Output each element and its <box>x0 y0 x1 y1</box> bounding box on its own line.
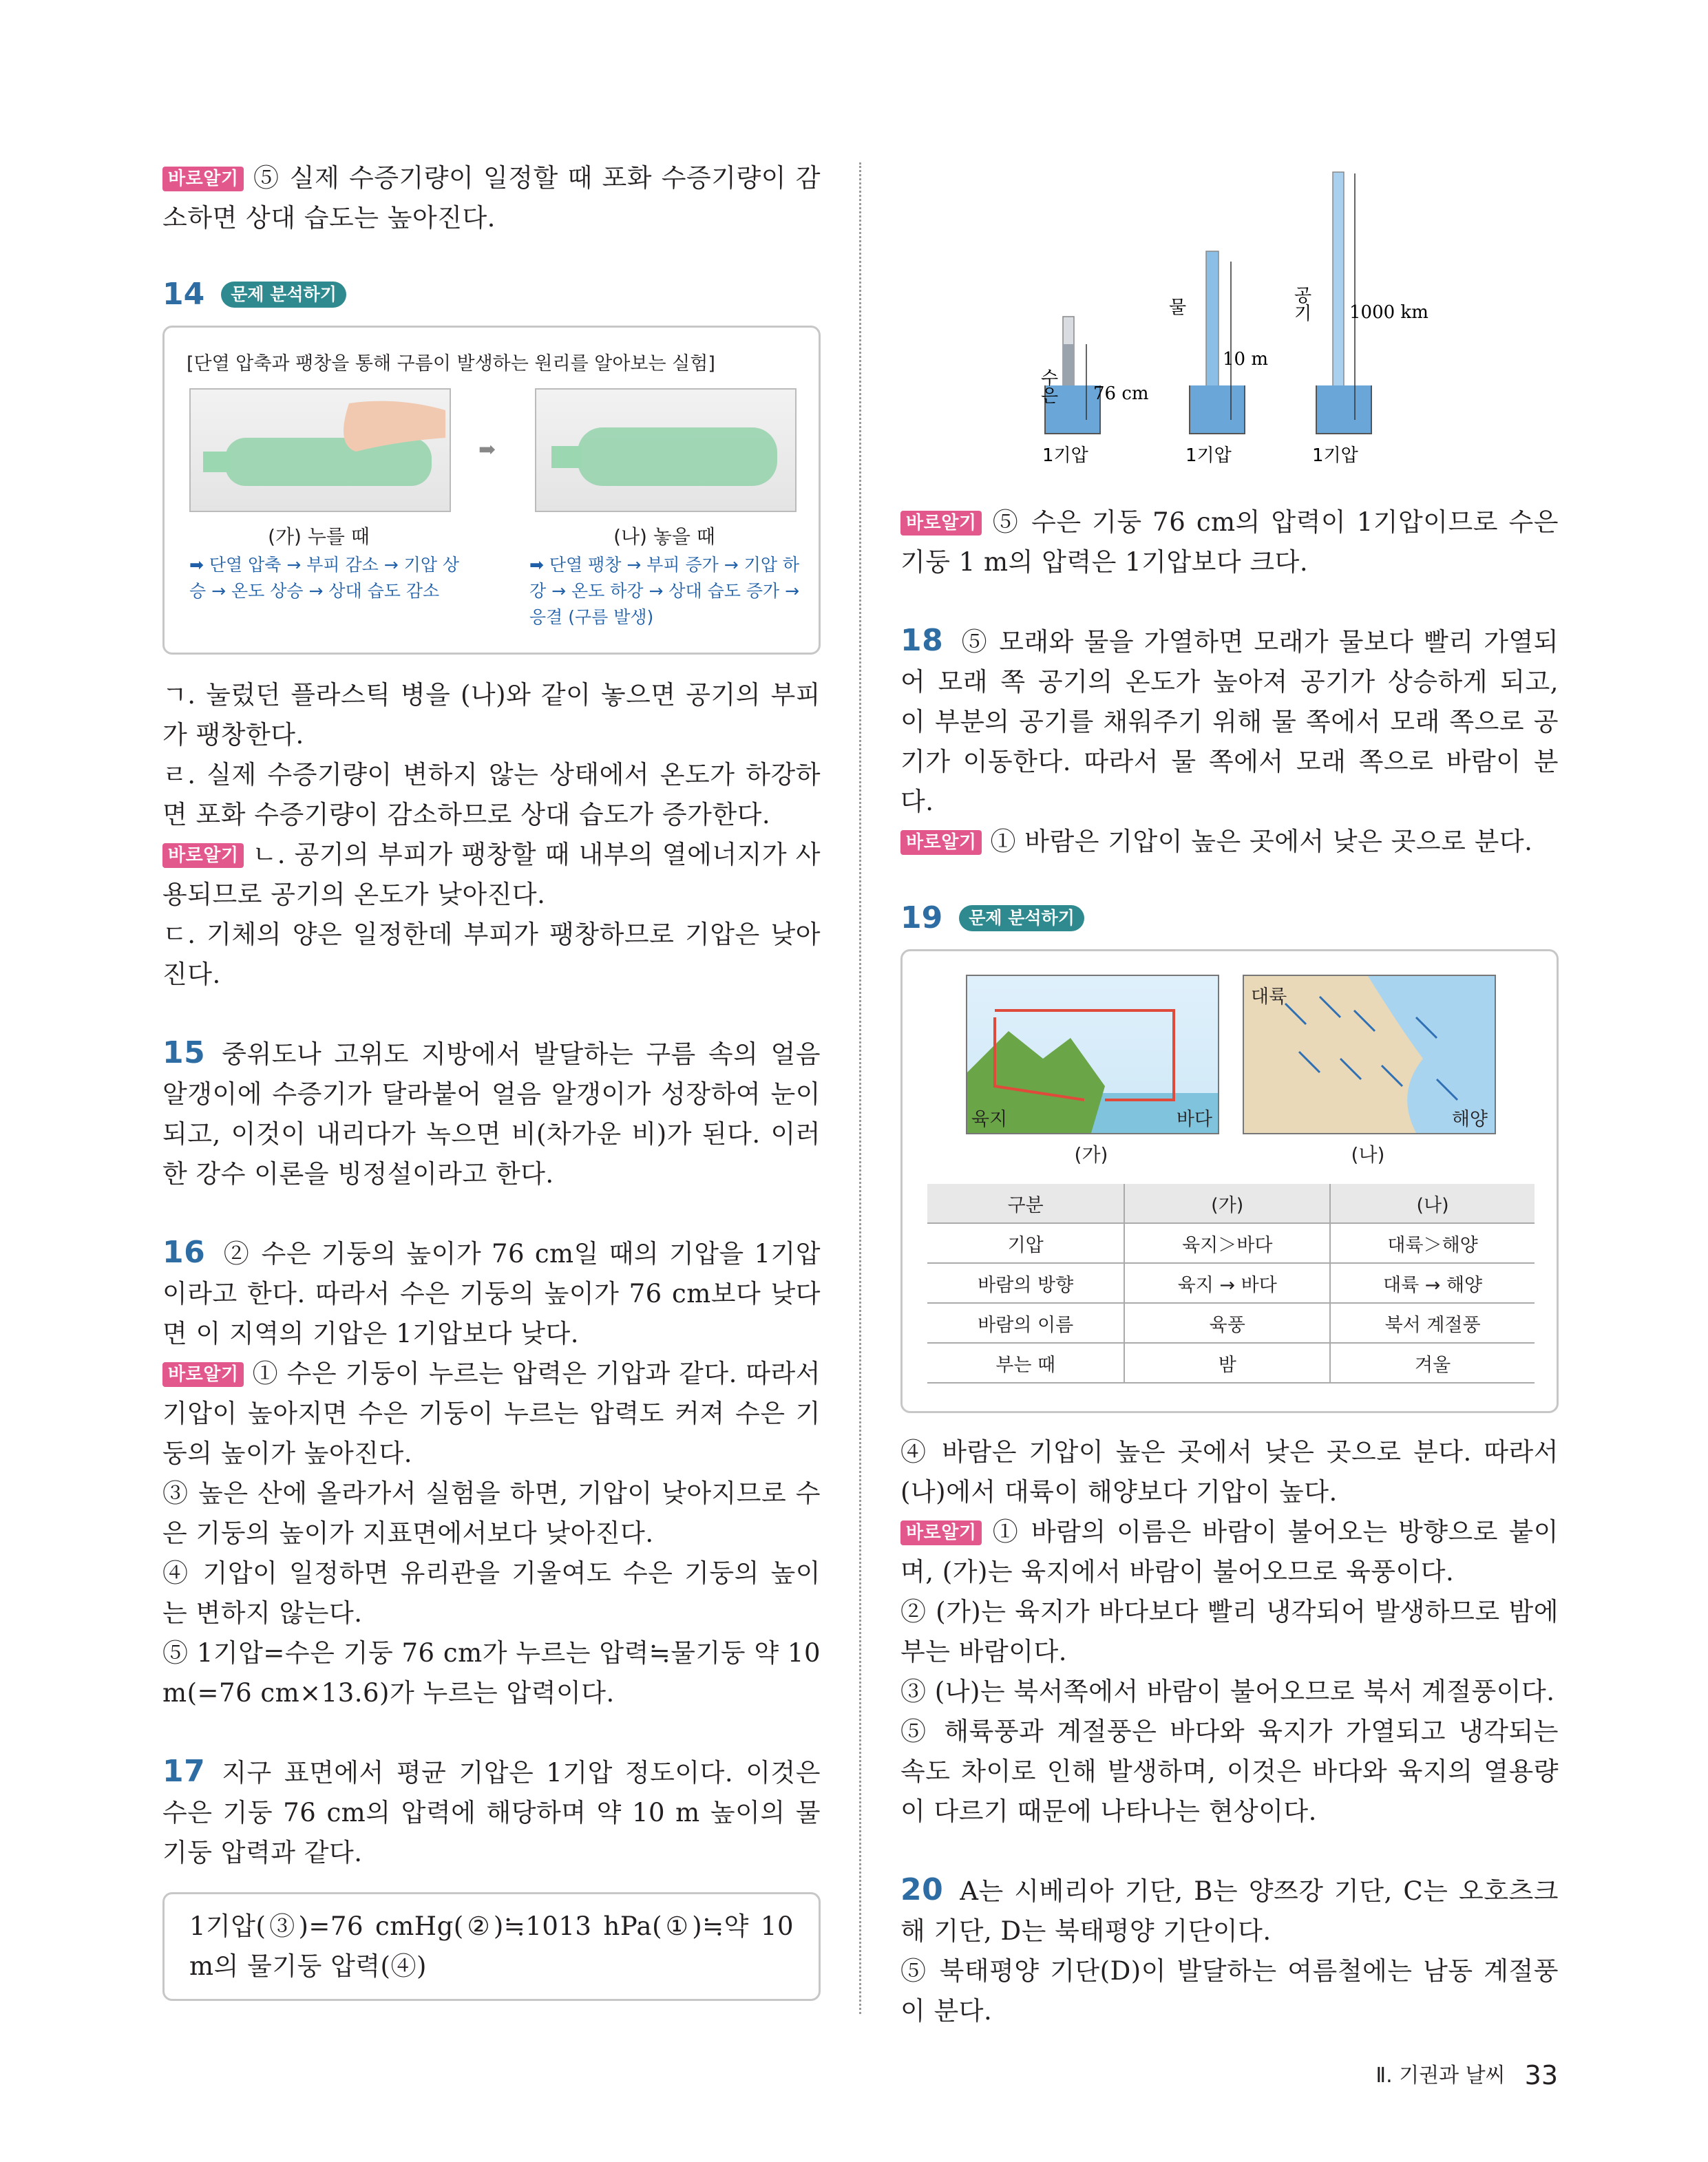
table-cell: 육지 → 바다 <box>1124 1263 1330 1303</box>
analysis-tag: 문제 분석하기 <box>959 905 1084 931</box>
q17-wrong <box>900 502 1559 582</box>
q18 <box>900 621 1559 862</box>
desc-b: ➡ 단열 팽창 → 부피 증가 → 기압 하강 → 온도 하강 → 상대 습도 증가 → 응결 (구름 발생) <box>529 555 800 627</box>
summary-text: 1기압(③)=76 cmHg(②)≒1013 hPa(①)≒약 10 m의 물기둥 압력(④) <box>189 1911 794 1981</box>
pressure-columns-figure <box>900 158 1559 516</box>
tag-barro: 바로알기 <box>900 1520 982 1545</box>
tag-barro: 바로알기 <box>900 830 982 855</box>
table-row <box>927 1343 1535 1383</box>
q14-answers <box>162 675 821 995</box>
answer-line <box>900 1512 1559 1592</box>
table-header-row <box>927 1184 1535 1223</box>
table-cell: 북서 계절풍 <box>1330 1303 1535 1343</box>
answer-line: ㄹ. 실제 수증기량이 변하지 않는 상태에서 온도가 하강하면 포화 수증기량이 감소하므로 상대 습도가 증가한다. <box>162 760 821 829</box>
q19-header <box>900 900 1559 935</box>
height-10m: 10 m <box>1223 349 1269 370</box>
bottle-press-photo <box>189 388 451 512</box>
answer-line: ⑤ 북태평양 기단(D)이 발달하는 여름철에는 남동 계절풍이 분다. <box>900 1956 1559 2026</box>
tag-barro: 바로알기 <box>162 167 244 191</box>
table-header: (나) <box>1330 1184 1535 1223</box>
table-header: (가) <box>1124 1184 1330 1223</box>
answer-line <box>162 835 821 915</box>
answer-13-wrong <box>162 158 821 238</box>
answer-line: ③ 높은 산에 올라가서 실험을 하면, 기압이 낮아지므로 수은 기둥의 높이가 지표면에서보다 낮아진다. <box>162 1479 821 1548</box>
q14-experiment-box <box>162 326 821 655</box>
question-number: 15 <box>162 1035 206 1070</box>
answer-line <box>900 1870 1559 1951</box>
q17-summary-box <box>162 1892 821 2001</box>
text: ⑤ 수은 기둥 76 cm의 압력이 1기압이므로 수은 기둥 1 m의 압력은 1기압보다 크다. <box>900 507 1559 577</box>
transition-arrow: ➡ <box>478 438 496 462</box>
text: A는 시베리아 기단, B는 양쯔강 기단, C는 오호츠크해 기단, D는 북태평양 기단이다. <box>900 1876 1559 1946</box>
label-water: 물 <box>1169 297 1187 318</box>
table-cell: 육풍 <box>1124 1303 1330 1343</box>
table-cell: 겨울 <box>1330 1343 1535 1383</box>
monsoon-map <box>1243 975 1496 1134</box>
question-number: 16 <box>162 1235 206 1270</box>
answer-line: ② (가)는 육지가 바다보다 빨리 냉각되어 발생하므로 밤에 부는 바람이다. <box>900 1597 1559 1666</box>
bottle-release-photo <box>535 388 797 512</box>
question-number: 19 <box>900 900 943 935</box>
label-mercury: 수은 <box>1037 368 1058 404</box>
caption-b: (나) 놓을 때 <box>613 525 715 548</box>
q17 <box>162 1752 821 1873</box>
bottle-pressed-illustration <box>191 390 450 511</box>
label-continent: 대륙 <box>1251 986 1287 1008</box>
text: ⑤ 모래와 물을 가열하면 모래가 물보다 빨리 가열되어 모래 쪽 공기의 온도가 높아져 공기가 상승하게 되고, 이 부분의 공기를 채워주기 위해 물 쪽에서 모래 쪽으로 공기가 이동한다. 따라서 물 쪽에서 모래 쪽으로 바람이 분다. <box>900 627 1559 816</box>
section-title: Ⅱ. 기권과 날씨 <box>1375 2064 1506 2088</box>
answer-line: ㄱ. 눌렀던 플라스틱 병을 (나)와 같이 놓으면 공기의 부피가 팽창한다. <box>162 680 821 750</box>
q16 <box>162 1233 821 1713</box>
table-cell: 대륙＞해양 <box>1330 1223 1535 1263</box>
q20 <box>900 1870 1559 2031</box>
answer-line: ⑤ 1기압=수은 기둥 76 cm가 누르는 압력≒물기둥 약 10 m(=76 cm×13.6)가 누르는 압력이다. <box>162 1638 821 1708</box>
comparison-table <box>927 1184 1535 1384</box>
text: ⑤ 실제 수증기량이 일정할 때 포화 수증기량이 감소하면 상대 습도는 높아진다. <box>162 163 821 233</box>
tag-barro: 바로알기 <box>162 1362 244 1387</box>
q14-header <box>162 277 821 312</box>
label-1atm-a: 1기압 <box>1042 445 1088 466</box>
answer-line <box>900 822 1559 862</box>
caption-a: (가) 누를 때 <box>268 525 370 548</box>
height-1000km: 1000 km <box>1349 302 1428 323</box>
table-row <box>927 1303 1535 1343</box>
table-row <box>927 1223 1535 1263</box>
answer-line <box>162 1354 821 1474</box>
text: 중위도나 고위도 지방에서 발달하는 구름 속의 얼음 알갱이에 수증기가 달라붙어 얼음 알갱이가 성장하여 눈이 되고, 이것이 내리다가 녹으면 비(차가운 비)가 된다. 이러한 강수 이론을 빙정설이라고 한다. <box>162 1039 821 1189</box>
page-number: 33 <box>1524 2060 1558 2090</box>
desc-a: ➡ 단열 압축 → 부피 감소 → 기압 상승 → 온도 상승 → 상대 습도 감소 <box>189 555 460 601</box>
table-cell: 대륙 → 해양 <box>1330 1263 1535 1303</box>
table-header: 구분 <box>927 1184 1124 1223</box>
question-number: 18 <box>900 623 944 658</box>
height-76cm: 76 cm <box>1093 383 1149 404</box>
tag-barro: 바로알기 <box>162 843 244 868</box>
table-cell: 기압 <box>927 1223 1124 1263</box>
label-ocean: 해양 <box>1451 1109 1488 1130</box>
answer-line: ④ 바람은 기압이 높은 곳에서 낮은 곳으로 분다. 따라서 (나)에서 대륙이 해양보다 기압이 높다. <box>900 1437 1559 1507</box>
text: ① 바람의 이름은 바람이 불어오는 방향으로 붙이며, (가)는 육지에서 바람이 불어오므로 육풍이다. <box>900 1517 1559 1587</box>
question-number: 14 <box>162 277 205 312</box>
label-land: 육지 <box>971 1109 1008 1130</box>
answer-line: ③ (나)는 북서쪽에서 바람이 불어오므로 북서 계절풍이다. <box>900 1677 1555 1706</box>
caption-b: (나) <box>1351 1143 1385 1166</box>
text: ① 바람은 기압이 높은 곳에서 낮은 곳으로 분다. <box>990 827 1533 856</box>
label-air: 공기 <box>1291 286 1311 321</box>
q15 <box>162 1033 821 1194</box>
answer-line: ㄷ. 기체의 양은 일정한데 부피가 팽창하므로 기압은 낮아진다. <box>162 920 821 989</box>
tag-barro: 바로알기 <box>900 511 982 536</box>
table-cell: 부는 때 <box>927 1343 1124 1383</box>
column-divider <box>859 162 861 2014</box>
caption-a: (가) <box>1074 1143 1108 1166</box>
label-sea: 바다 <box>1176 1109 1212 1130</box>
land-breeze-diagram <box>966 975 1219 1134</box>
text: 지구 표면에서 평균 기압은 1기압 정도이다. 이것은 수은 기둥 76 cm의 압력에 해당하며 약 10 m 높이의 물기둥 압력과 같다. <box>162 1758 821 1867</box>
bottle-released-illustration <box>536 390 795 511</box>
question-number: 20 <box>900 1872 944 1907</box>
table-cell: 육지＞바다 <box>1124 1223 1330 1263</box>
q19-figure-box <box>900 949 1559 1413</box>
label-1atm-b: 1기압 <box>1185 445 1232 466</box>
label-1atm-c: 1기압 <box>1312 445 1358 466</box>
experiment-title: [단열 압축과 팽창을 통해 구름이 발생하는 원리를 알아보는 실험] <box>187 353 715 374</box>
text: ① 수은 기둥이 누르는 압력은 기압과 같다. 따라서 기압이 높아지면 수은 기둥이 누르는 압력도 커져 수은 기둥의 높이가 높아진다. <box>162 1359 821 1468</box>
answer-line: ④ 기압이 일정하면 유리관을 기울여도 수은 기둥의 높이는 변하지 않는다. <box>162 1558 821 1628</box>
page-footer <box>1375 2058 1558 2090</box>
text: ② 수은 기둥의 높이가 76 cm일 때의 기압을 1기압이라고 한다. 따라서 수은 기둥의 높이가 76 cm보다 낮다면 이 지역의 기압은 1기압보다 낮다. <box>162 1239 821 1348</box>
analysis-tag: 문제 분석하기 <box>221 282 346 308</box>
text: ㄴ. 공기의 부피가 팽창할 때 내부의 열에너지가 사용되므로 공기의 온도가 낮아진다. <box>162 840 821 909</box>
table-cell: 바람의 이름 <box>927 1303 1124 1343</box>
table-cell: 밤 <box>1124 1343 1330 1383</box>
answer-line <box>900 621 1559 822</box>
question-number: 17 <box>162 1754 206 1789</box>
answer-line: ⑤ 해륙풍과 계절풍은 바다와 육지가 가열되고 냉각되는 속도 차이로 인해 발생하며, 이것은 바다와 육지의 열용량이 다르기 때문에 나타나는 현상이다. <box>900 1717 1559 1826</box>
table-row <box>927 1263 1535 1303</box>
right-column <box>900 158 1559 2031</box>
q19-answers <box>900 1432 1559 1832</box>
table-cell: 바람의 방향 <box>927 1263 1124 1303</box>
left-column <box>162 158 821 2001</box>
answer-line <box>162 1233 821 1354</box>
